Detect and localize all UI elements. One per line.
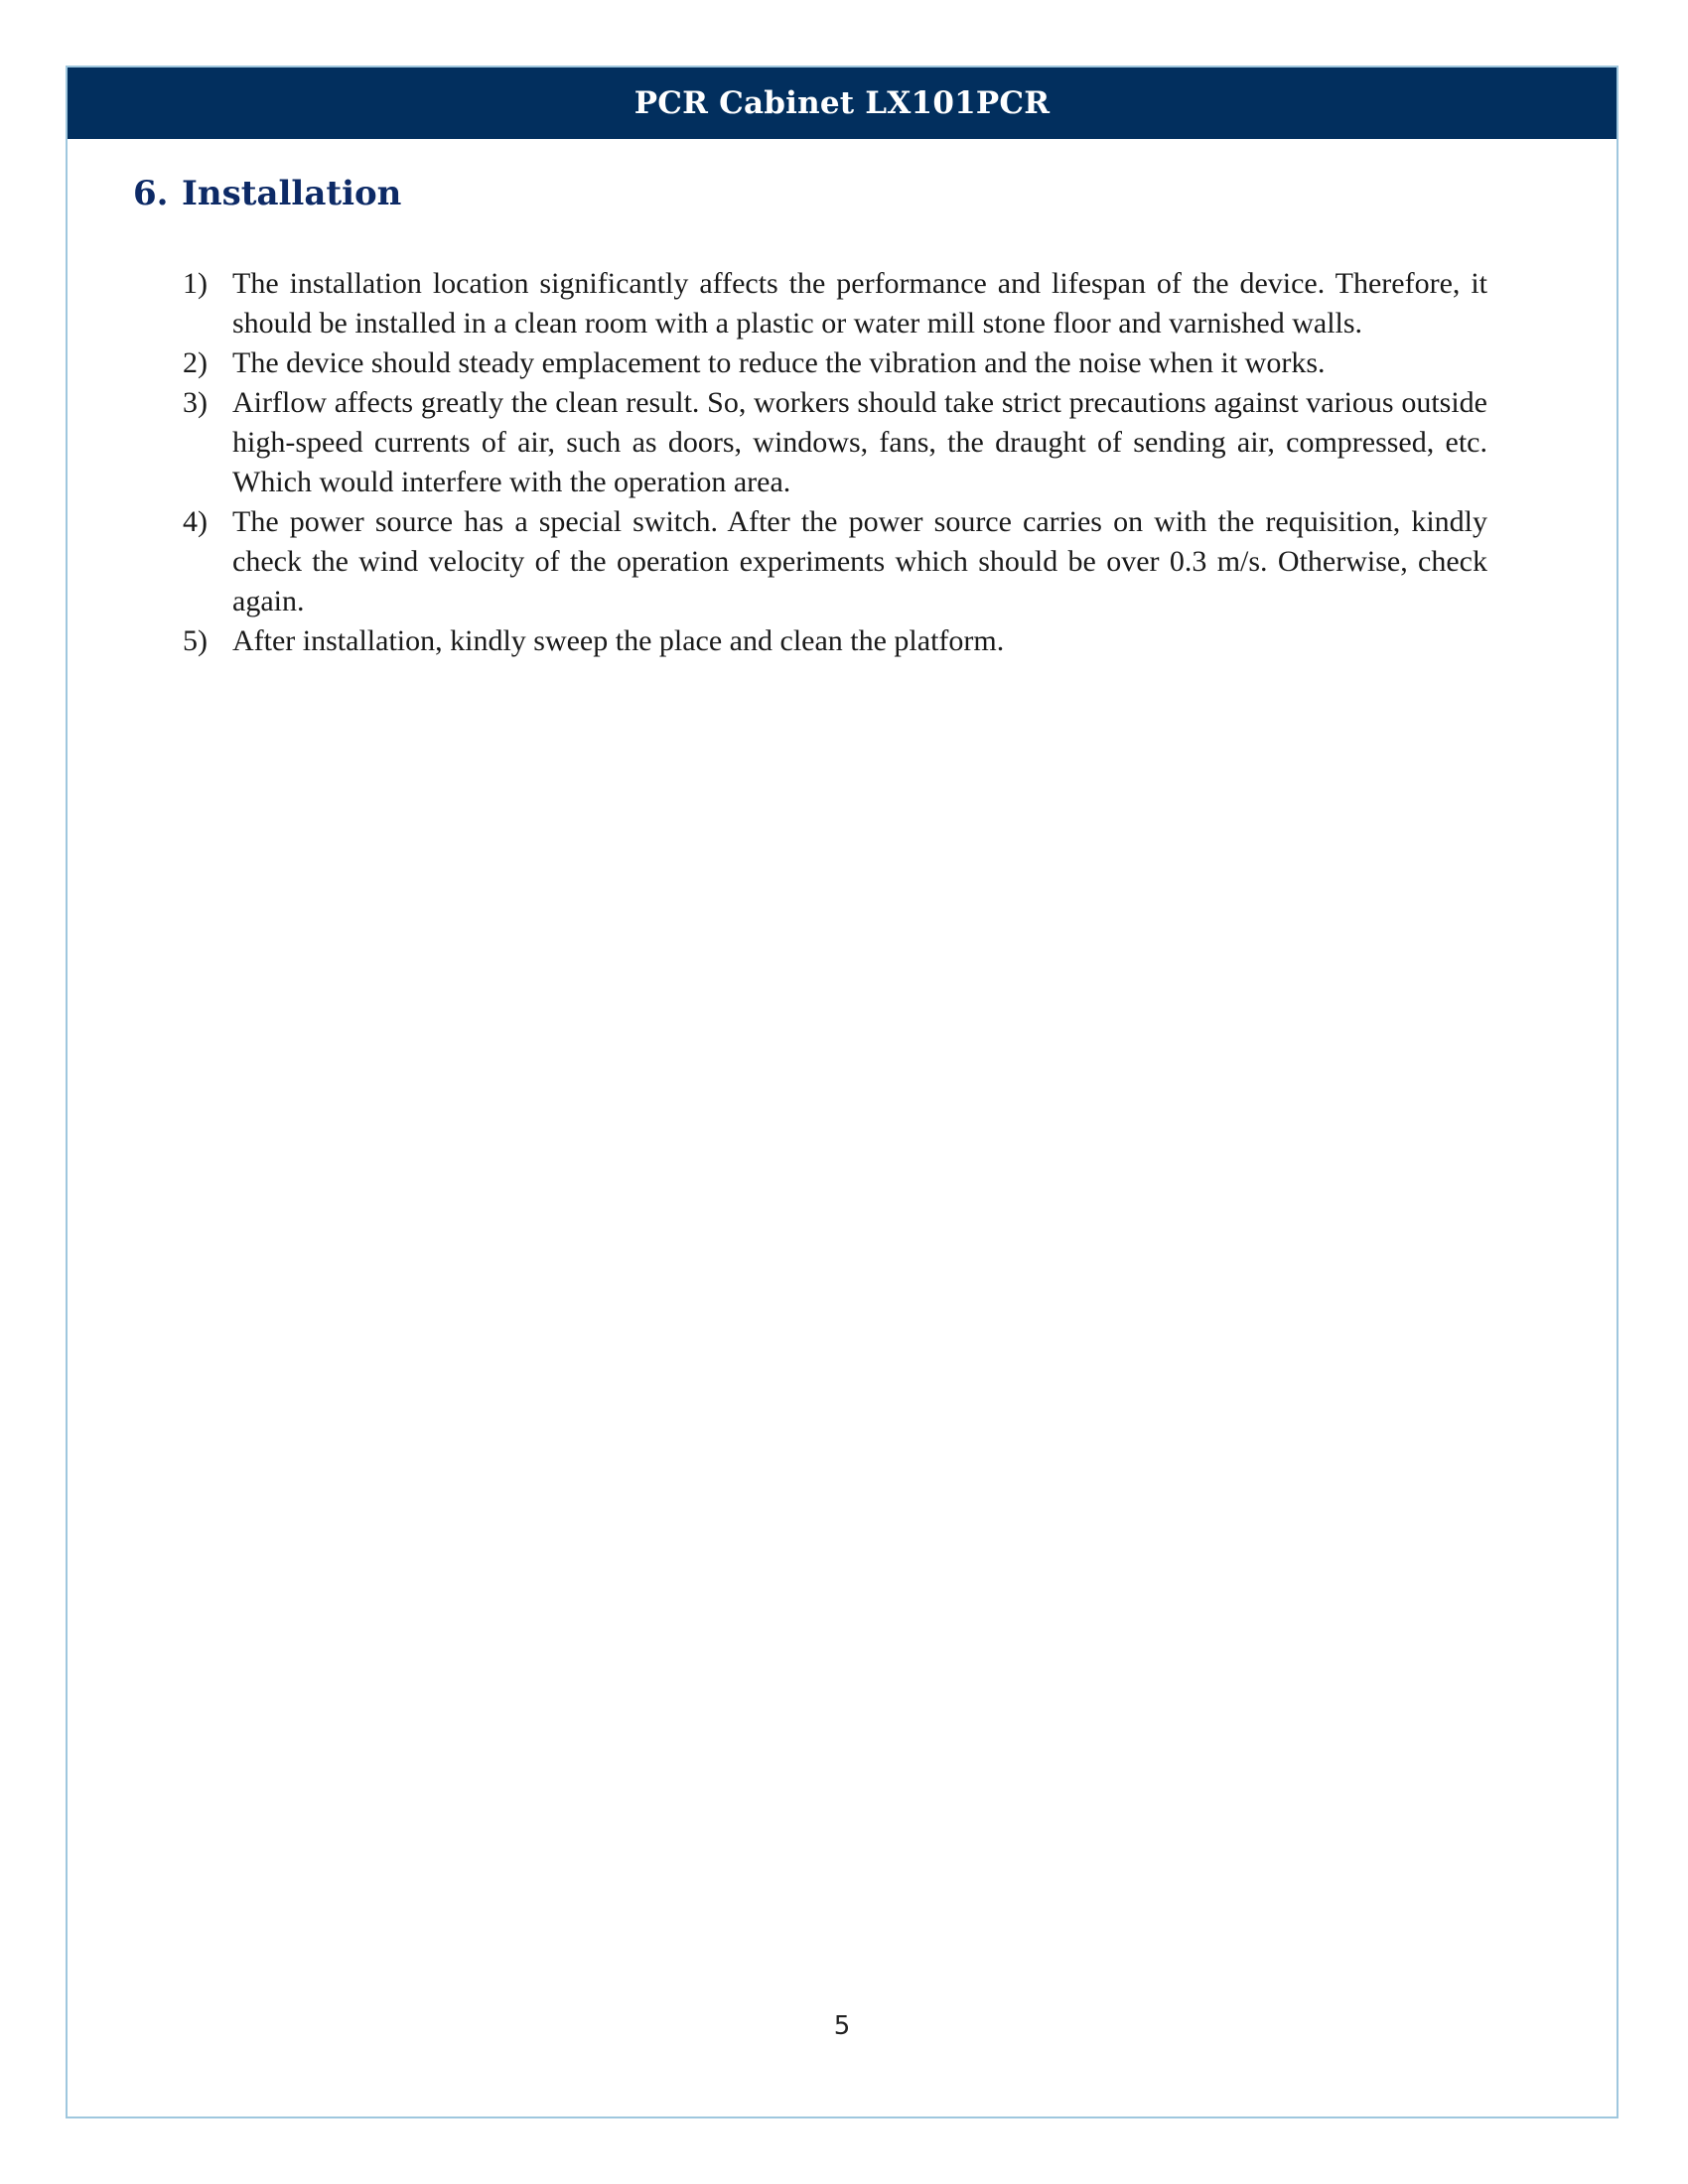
list-item — [183, 383, 1487, 502]
list-item-text: The device should steady emplacement to reduce the vibration and the noise when it works. — [232, 346, 1326, 379]
section-title: Installation — [182, 174, 402, 213]
section-heading — [133, 174, 401, 213]
document-title: PCR Cabinet LX101PCR — [633, 85, 1051, 121]
header-bar — [68, 68, 1617, 139]
list-item-text: The power source has a special switch. After the power source carries on with the requisition, kindly check the wind velocity of the operation experiments which should be over 0.3 m/s. Otherwise, check again. — [232, 505, 1487, 617]
list-item-marker: 5) — [183, 624, 208, 657]
list-item-text: After installation, kindly sweep the place and clean the platform. — [232, 624, 1005, 657]
installation-list — [183, 264, 1487, 661]
section-number: 6. — [133, 174, 169, 213]
list-item-marker: 3) — [183, 386, 208, 419]
list-item — [183, 502, 1487, 621]
list-item-marker: 1) — [183, 267, 208, 300]
list-item-text: The installation location significantly affects the performance and lifespan of the device. Therefore, it should be installed in a clean room with a plastic or water mill stone floor and varnished walls. — [232, 267, 1487, 340]
list-item — [183, 343, 1487, 383]
list-item — [183, 621, 1487, 661]
list-item-text: Airflow affects greatly the clean result. So, workers should take strict precautions against various outside high-speed currents of air, such as doors, windows, fans, the draught of sending air, compressed, etc. Which would interfere with the operation area. — [232, 386, 1487, 498]
list-item — [183, 264, 1487, 343]
list-item-marker: 4) — [183, 505, 208, 538]
list-item-marker: 2) — [183, 346, 208, 379]
page-number: 5 — [833, 2011, 851, 2041]
